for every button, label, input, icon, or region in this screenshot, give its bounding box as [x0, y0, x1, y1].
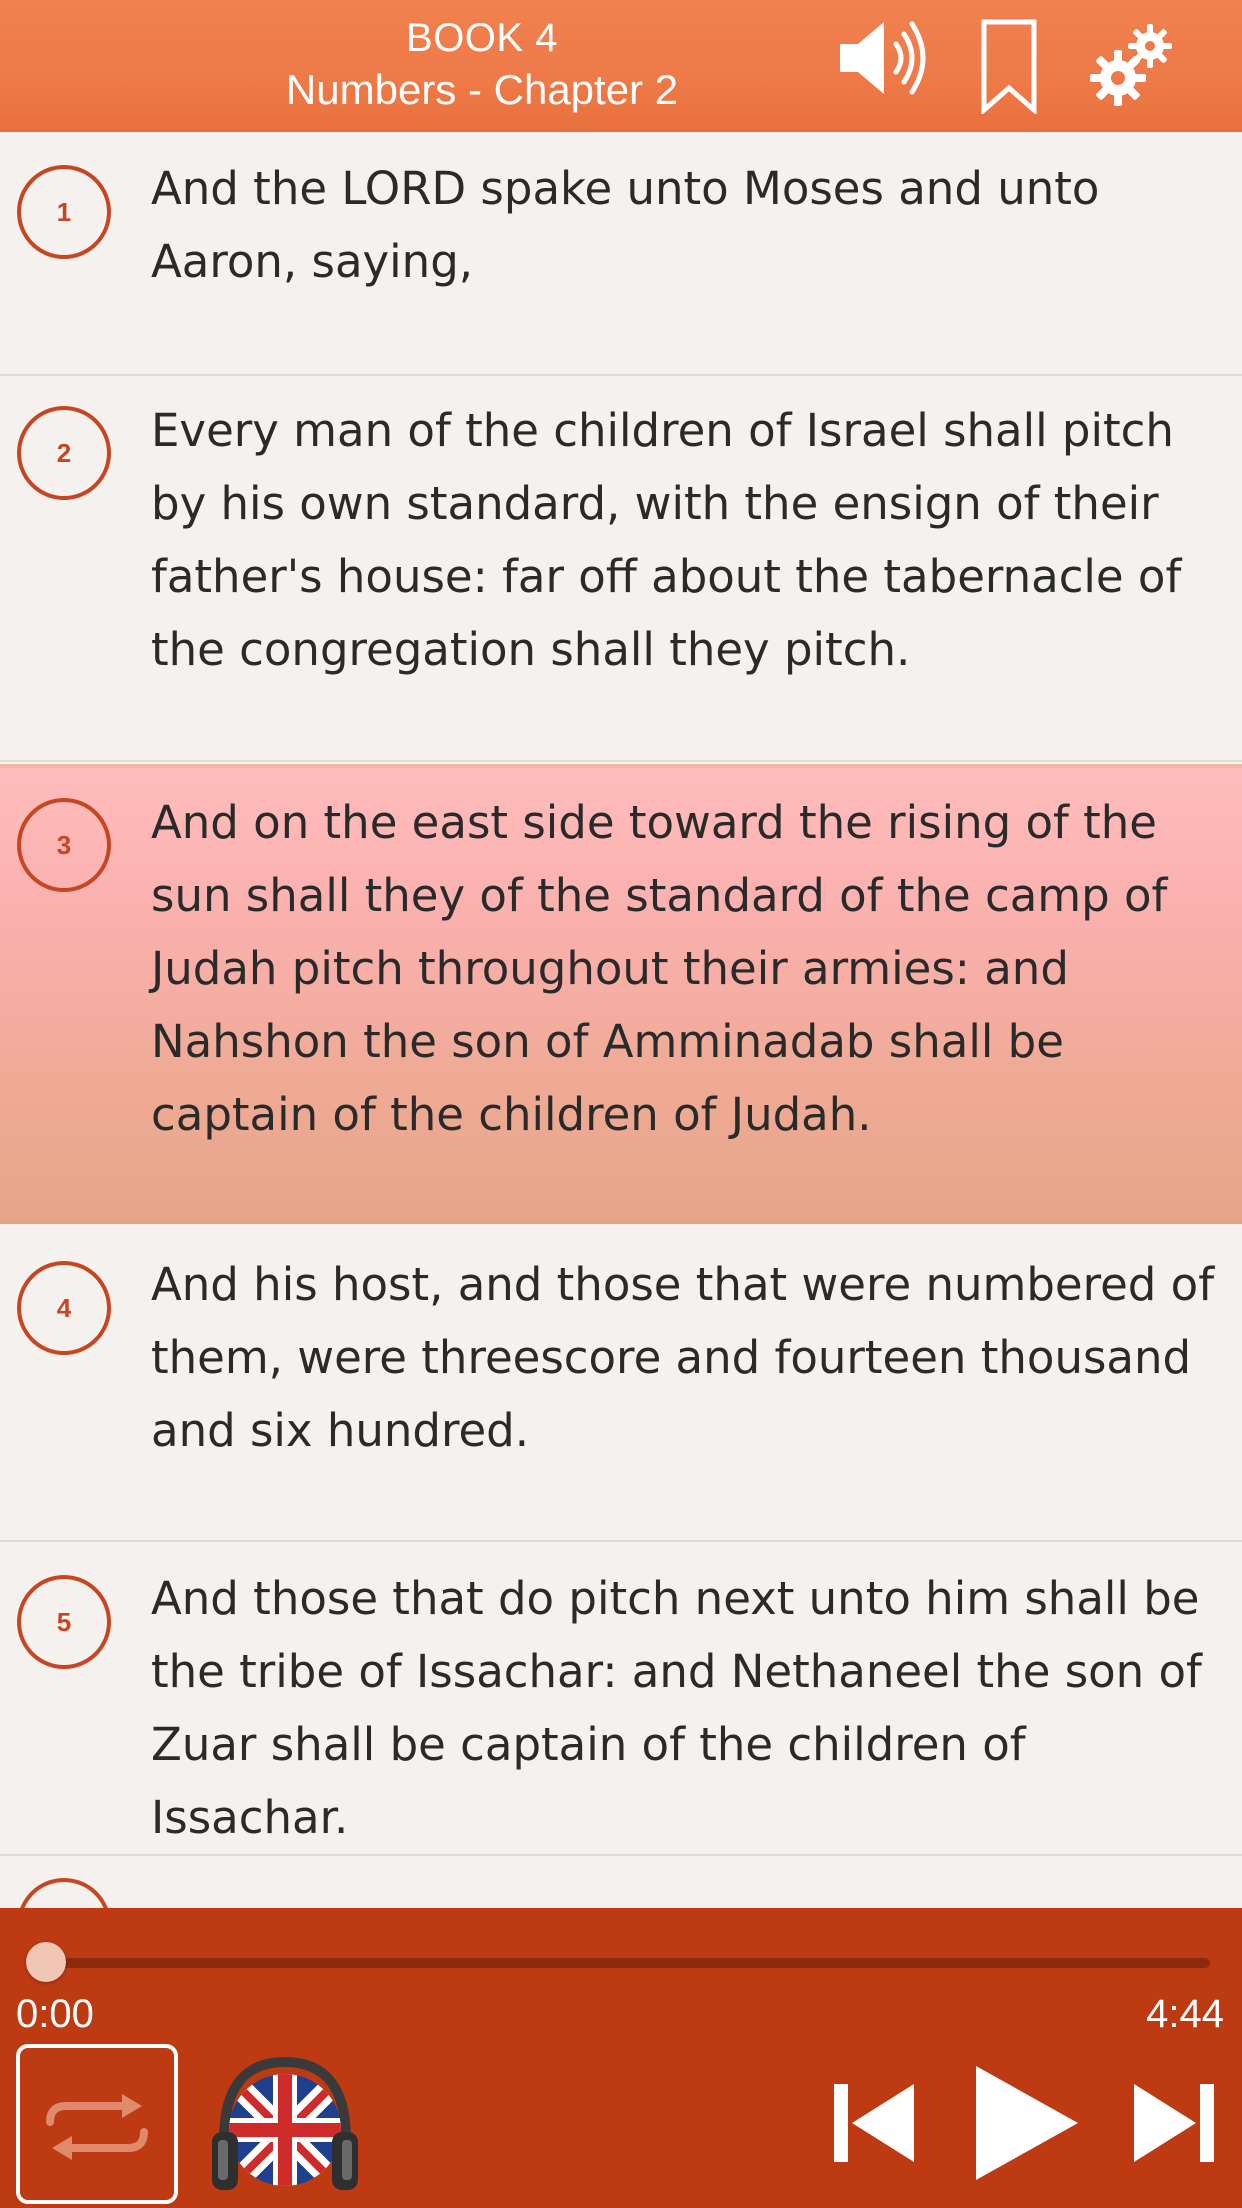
verse-row-1[interactable]	[0, 132, 1242, 376]
verse-row-5[interactable]	[0, 1542, 1242, 1856]
next-button[interactable]	[1132, 2082, 1216, 2168]
verse-number: 1	[17, 165, 111, 259]
verse-list[interactable]	[0, 132, 1242, 1908]
total-time: 4:44	[1146, 1992, 1224, 2036]
verse-number: 2	[17, 406, 111, 500]
verse-row-4[interactable]	[0, 1228, 1242, 1542]
verse-text: And those that do pitch next unto him shall be the tribe of Issachar: and Nethaneel the son of Zuar shall be captain of the children of Issachar.	[151, 1572, 1202, 1844]
progress-track[interactable]	[46, 1958, 1210, 1968]
verse-text: And the LORD spake unto Moses and unto Aaron, saying,	[151, 162, 1100, 288]
verse-text: Every man of the children of Israel shall pitch by his own standard, with the ensign of their father's house: far off about the tabernacle of the congregation shall they pitch.	[151, 404, 1182, 676]
verse-text: And on the east side toward the rising of the sun shall they of the standard of the camp of Judah pitch throughout their armies: and Nahshon the son of Amminadab shall be captain of the children of Judah.	[151, 796, 1168, 1141]
verse-number-partial	[17, 1878, 111, 1908]
play-button[interactable]	[970, 2062, 1082, 2188]
verse-text: And his host, and those that were numbered of them, were threescore and fourteen thousand and six hundred.	[151, 1258, 1215, 1457]
verse-row-3-highlighted[interactable]	[0, 764, 1242, 1224]
audio-player	[0, 1908, 1242, 2208]
uk-flag-headphones-icon[interactable]	[210, 2048, 360, 2202]
verse-number: 5	[17, 1575, 111, 1669]
verse-row-partial[interactable]	[0, 1856, 1242, 1908]
current-time: 0:00	[16, 1992, 94, 2036]
previous-icon	[832, 2082, 916, 2164]
play-icon	[970, 2062, 1082, 2184]
repeat-icon	[42, 2092, 152, 2162]
settings-icon[interactable]	[1082, 16, 1182, 116]
chapter-title[interactable]: Numbers - Chapter 2	[285, 66, 679, 113]
progress-thumb[interactable]	[26, 1942, 66, 1982]
verse-number: 4	[17, 1261, 111, 1355]
top-bar	[0, 0, 1242, 132]
speaker-icon[interactable]	[834, 16, 930, 100]
book-label: BOOK 4	[406, 16, 558, 60]
previous-button[interactable]	[832, 2082, 916, 2168]
repeat-button[interactable]	[16, 2044, 178, 2204]
next-icon	[1132, 2082, 1216, 2164]
verse-row-2[interactable]	[0, 376, 1242, 762]
verse-number: 3	[17, 798, 111, 892]
bookmark-icon[interactable]	[980, 18, 1038, 114]
